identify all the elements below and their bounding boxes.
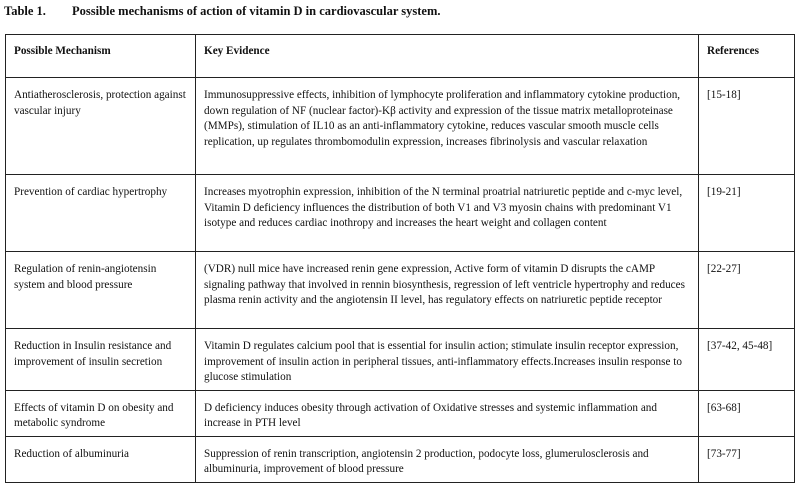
table-row [6, 175, 795, 252]
mechanism-cell: Prevention of cardiac hypertrophy [6, 175, 196, 252]
evidence-cell: (VDR) null mice have increased renin gene expression, Active form of vitamin D disrupts the cAMP signaling pathway that involved in rennin biosynthesis, regression of left ventricle hypertrophy and reduces plasma renin activity and the angiotensin II level, has regulatory effects on natriuretic peptide receptor [196, 252, 699, 329]
references-cell: [73-77] [699, 436, 795, 482]
header-evidence: Key Evidence [196, 35, 699, 78]
mechanism-cell: Reduction of albuminuria [6, 436, 196, 482]
table-title: Possible mechanisms of action of vitamin D in cardiovascular system. [72, 4, 441, 18]
header-row [6, 35, 795, 78]
table-number: Table 1. [4, 4, 46, 18]
evidence-cell: Immunosuppressive effects, inhibition of lymphocyte proliferation and inflammatory cytokine production, down regulation of NF (nuclear factor)-Kβ activity and expression of the tissue matrix metalloproteinase (MMPs), stimulation of IL10 as an anti-inflammatory cytokine, reduces vascular smooth muscle cells replication, up regulates thrombomodulin expression, increases fibrinolysis and vascular relaxation [196, 78, 699, 175]
evidence-cell: Suppression of renin transcription, angiotensin 2 production, podocyte loss, glumerulosclerosis and albuminuria, improvement of blood pressure [196, 436, 699, 482]
references-cell: [63-68] [699, 390, 795, 436]
mechanism-cell: Reduction in Insulin resistance and improvement of insulin secretion [6, 329, 196, 391]
evidence-cell: Vitamin D regulates calcium pool that is essential for insulin action; stimulate insulin receptor expression, improvement of insulin action in peripheral tissues, anti-inflammatory effects.Increases insulin response to glucose stimulation [196, 329, 699, 391]
references-cell: [15-18] [699, 78, 795, 175]
table-row [6, 78, 795, 175]
header-mechanism: Possible Mechanism [6, 35, 196, 78]
references-cell: [19-21] [699, 175, 795, 252]
header-references: References [699, 35, 795, 78]
mechanism-cell: Antiatherosclerosis, protection against vascular injury [6, 78, 196, 175]
mechanism-cell: Effects of vitamin D on obesity and metabolic syndrome [6, 390, 196, 436]
mechanism-cell: Regulation of renin-angiotensin system and blood pressure [6, 252, 196, 329]
table-row [6, 436, 795, 482]
references-cell: [22-27] [699, 252, 795, 329]
evidence-cell: D deficiency induces obesity through activation of Oxidative stresses and systemic inflammation and increase in PTH level [196, 390, 699, 436]
references-cell: [37-42, 45-48] [699, 329, 795, 391]
table-caption [4, 4, 441, 19]
table-row [6, 329, 795, 391]
table-row [6, 252, 795, 329]
mechanisms-table [5, 34, 795, 483]
evidence-cell: Increases myotrophin expression, inhibition of the N terminal proatrial natriuretic peptide and c-myc level, Vitamin D deficiency influences the distribution of both V1 and V3 myosin chains with predominant V1 isotype and reduces cardiac inothropy and increases the heart weight and collagen content [196, 175, 699, 252]
table-row [6, 390, 795, 436]
